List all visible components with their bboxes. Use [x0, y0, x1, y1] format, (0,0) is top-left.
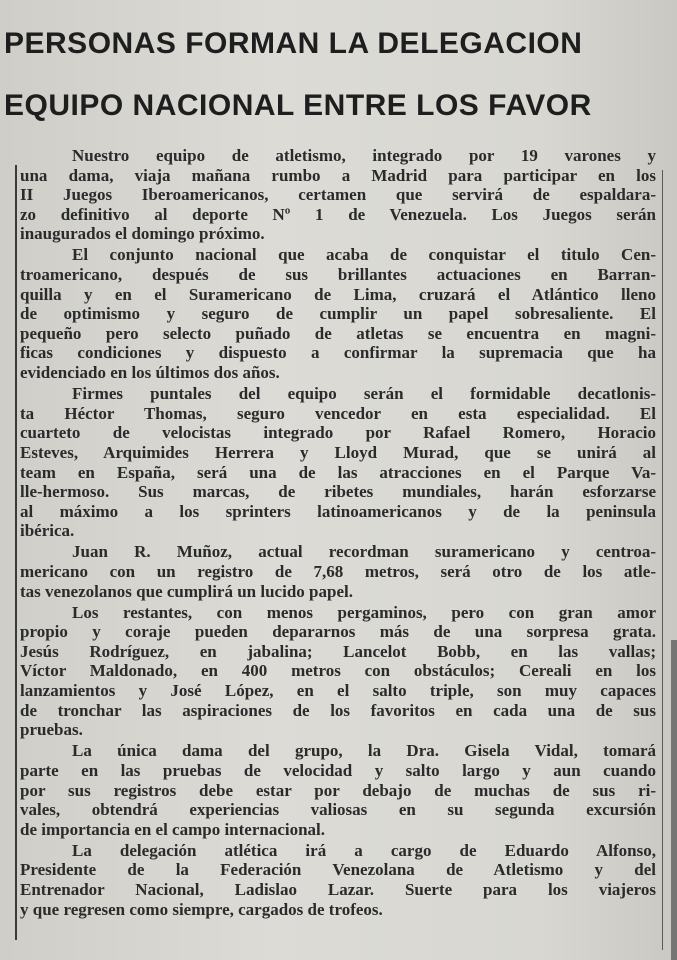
- article-line: Jesús Rodríguez, en jabalina; Lancelot Bobb, en las vallas;: [20, 641, 656, 661]
- article-paragraph: [20, 245, 656, 382]
- article-line: ta Héctor Thomas, seguro vencedor en esta especialidad. El: [20, 403, 656, 423]
- article-line: Juan R. Muñoz, actual recordman suramericano y centroa-: [72, 542, 656, 562]
- article-line: de tronchar las aspiraciones de los favoritos en cada una de sus: [20, 700, 656, 720]
- article-line: troamericano, después de sus brillantes actuaciones en Barran-: [20, 265, 656, 285]
- article-line: una dama, viaja mañana rumbo a Madrid para participar en los: [20, 165, 656, 185]
- article-line: al máximo a los sprinters latinoamericanos y de la peninsula: [20, 501, 656, 521]
- column-rule-right: [662, 170, 663, 950]
- article-line: por sus registros debe estar por debajo de muchas de sus ri-: [20, 780, 656, 800]
- article-line: mericano con un registro de 7,68 metros, será otro de los atle-: [20, 561, 656, 581]
- article-line: evidenciado en los últimos dos años.: [20, 363, 280, 383]
- article-line: de importancia en el campo internacional.: [20, 819, 326, 839]
- article-paragraph: [20, 146, 656, 244]
- article-line: Víctor Maldonado, en 400 metros con obstáculos; Cereali en los: [20, 661, 656, 681]
- article-line: lle-hermoso. Sus marcas, de ribetes mundiales, harán esforzarse: [20, 482, 656, 502]
- article-line: pruebas.: [20, 720, 83, 740]
- column-rule-left: [15, 165, 17, 940]
- article-body: [20, 146, 656, 921]
- article-paragraph: [20, 841, 656, 919]
- article-line: team en España, será una de las atracciones en el Parque Va-: [20, 462, 656, 482]
- article-line: Esteves, Arquimides Herrera y Lloyd Murad, que se unirá al: [20, 442, 656, 462]
- photo-edge-shadow: [671, 640, 677, 960]
- article-line: Firmes puntales del equipo serán el formidable decatlonis-: [72, 384, 656, 404]
- article-line: propio y coraje pueden depararnos más de una sorpresa grata.: [20, 622, 656, 642]
- article-line: El conjunto nacional que acaba de conquistar el titulo Cen-: [72, 245, 656, 265]
- headline-line-1: PERSONAS FORMAN LA DELEGACION: [4, 27, 583, 60]
- article-line: Entrenador Nacional, Ladislao Lazar. Suerte para los viajeros: [20, 879, 656, 899]
- article-line: parte en las pruebas de velocidad y salto largo y aun cuando: [20, 760, 656, 780]
- article-line: tas venezolanos que cumplirá un lucido papel.: [20, 581, 353, 601]
- article-line: inaugurados el domingo próximo.: [20, 224, 265, 244]
- article-paragraph: [20, 384, 656, 541]
- article-line: ibérica.: [20, 521, 75, 541]
- article-line: Nuestro equipo de atletismo, integrado por 19 varones y: [72, 146, 656, 165]
- article-line: ficas condiciones y dispuesto a confirmar la supremacia que ha: [20, 343, 656, 363]
- article-line: pequeño pero selecto puñado de atletas se encuentra en magni-: [20, 323, 656, 343]
- article-paragraph: [20, 741, 656, 839]
- article-line: Presidente de la Federación Venezolana de Atletismo y del: [20, 860, 656, 880]
- headline-line-2: EQUIPO NACIONAL ENTRE LOS FAVOR: [4, 89, 592, 122]
- article-line: cuarteto de velocistas integrado por Rafael Romero, Horacio: [20, 423, 656, 443]
- article-line: Los restantes, con menos pergaminos, pero con gran amor: [72, 602, 656, 622]
- article-line: vales, obtendrá experiencias valiosas en su segunda excursión: [20, 800, 656, 820]
- article-paragraph: [20, 542, 656, 601]
- article-line: II Juegos Iberoamericanos, certamen que servirá de espaldara-: [20, 185, 656, 205]
- article-line: La única dama del grupo, la Dra. Gisela Vidal, tomará: [72, 741, 656, 761]
- article-line: y que regresen como siempre, cargados de trofeos.: [20, 899, 383, 919]
- article-paragraph: [20, 603, 656, 740]
- article-line: quilla y en el Suramericano de Lima, cruzará el Atlántico lleno: [20, 284, 656, 304]
- article-line: La delegación atlética irá a cargo de Eduardo Alfonso,: [72, 840, 656, 860]
- article-line: de optimismo y seguro de cumplir un papel sobresaliente. El: [20, 304, 656, 324]
- article-line: zo definitivo al deporte Nº 1 de Venezuela. Los Juegos serán: [20, 204, 656, 224]
- article-line: lanzamientos y José López, en el salto triple, son muy capaces: [20, 681, 656, 701]
